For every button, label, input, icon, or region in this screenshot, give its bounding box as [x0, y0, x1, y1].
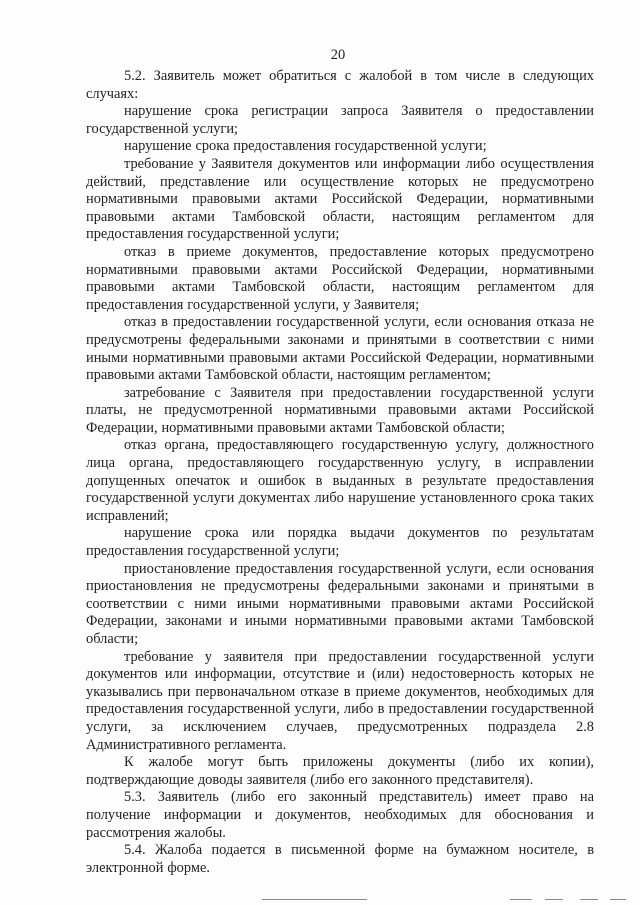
list-item: требование у заявителя при предоставлении государственной услуги документов или информации, отсутствие и (или) недостоверность которых не указывались при первоначальном отказе в приеме документов, необходимых для предоставления государственной услуги, либо в предоставлении государственной услуги, за исключением случаев, предусмотренных подраздела 2.8 Административного регламента. — [86, 648, 594, 753]
list-item: требование у Заявителя документов или информации либо осуществления действий, представление или осуществление которых не предусмотрено нормативными правовыми актами Российской Федерации, нормативными правовыми актами Тамбовской области, настоящим регламентом для предоставления государственной услуги; — [86, 155, 594, 243]
list-item: затребование с Заявителя при предоставлении государственной услуги платы, не предусмотренной нормативными правовыми актами Российской Федерации, нормативными правовыми актами Тамбовской области; — [86, 384, 594, 436]
scan-mark — [580, 899, 598, 900]
list-item: нарушение срока предоставления государственной услуги; — [124, 138, 487, 155]
scan-mark — [510, 899, 532, 900]
list-item: отказ в приеме документов, предоставление которых предусмотрено нормативными правовыми актами Российской Федерации, нормативными правовыми актами Тамбовской области, настоящим регламентом для предоставления государственной услуги, у Заявителя; — [86, 243, 594, 313]
list-item: нарушение срока регистрации запроса Заявителя о предоставлении государственной услуги; — [86, 103, 594, 137]
list-item: приостановление предоставления государственной услуги, если основания приостановления не предусмотрены федеральными законами и принятыми в соответствии с ними иными нормативными правовыми актами Российской Федерации, законами и иными нормативными правовыми актами Тамбовской области; — [86, 560, 594, 647]
page-number: 20 — [330, 47, 346, 63]
list-item: отказ в предоставлении государственной услуги, если основания отказа не предусмотрены федеральными законами и принятыми в соответствии с ними иными нормативными правовыми актами Российской Федерации, нормативными правовыми актами Тамбовской области, настоящим регламентом; — [86, 314, 594, 384]
paragraph-5-2: 5.2. Заявитель может обратиться с жалобой в том числе в следующих случаях: — [86, 68, 594, 102]
paragraph-5-3: 5.3. Заявитель (либо его законный представитель) имеет право на получение информации и документов, необходимых для обоснования и рассмотрения жалобы. — [86, 789, 594, 841]
paragraph-5-4: 5.4. Жалоба подается в письменной форме на бумажном носителе, в электронной форме. — [86, 842, 594, 876]
scan-edge-marks — [0, 894, 640, 905]
list-item: отказ органа, предоставляющего государственную услугу, должностного лица органа, предоставляющего государственную услугу, в исправлении допущенных опечаток и ошибок в выданных в результате предоставления государственной услуги документах либо нарушение установленного срока таких исправлений; — [86, 437, 594, 524]
attachments-paragraph: К жалобе могут быть приложены документы (либо их копии), подтверждающие доводы заявителя (либо его законного представителя). — [86, 754, 594, 788]
scan-mark — [610, 899, 626, 900]
scan-mark — [262, 899, 367, 900]
list-item: нарушение срока или порядка выдачи документов по результатам предоставления государственной услуги; — [86, 525, 594, 560]
scan-mark — [545, 899, 563, 900]
document-body — [86, 68, 594, 877]
